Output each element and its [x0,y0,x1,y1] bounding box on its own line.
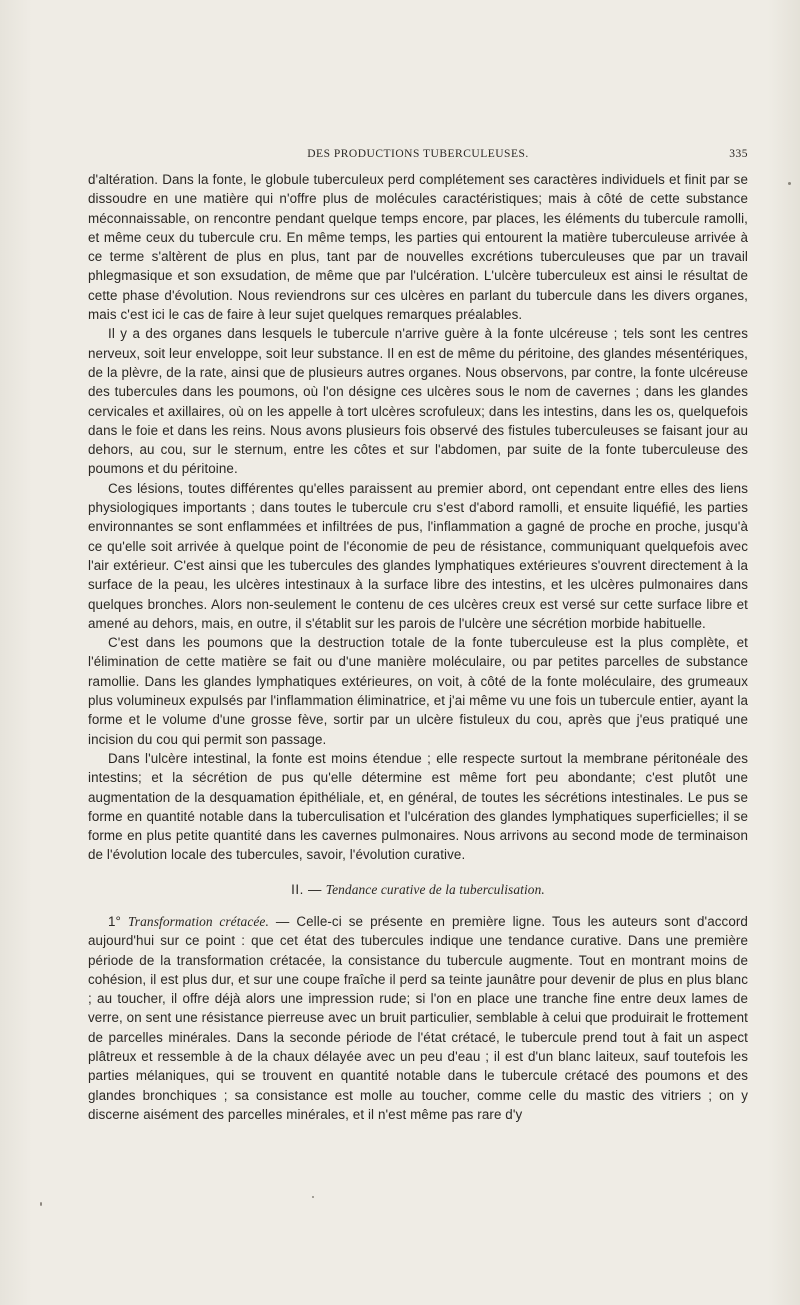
item-title: Transformation crétacée. [127,913,269,929]
page-number: 335 [729,148,748,160]
paragraph: Dans l'ulcère intestinal, la fonte est moins étendue ; elle respecte surtout la membrane péritonéale des intestins; et la sécrétion de pus qu'elle détermine est même fort peu abondante; c'est plutôt une augmentation de la desquamation épithéliale, et, en général, de toutes les sécrétions intestinales. Le pus se forme en quantité notable dans la tuberculisation et l'ulcération des glandes lymphatiques superficielles; il se forme en plus petite quantité dans les cavernes pulmonaires. Nous arrivons au second mode de terminaison de l'évolution locale des tubercules, savoir, l'évolution curative. [88,750,748,863]
paragraph: Ces lésions, toutes différentes qu'elles paraissent au premier abord, ont cependant entre elles des liens physiologiques importants ; dans toutes le tubercule cru s'est d'abord ramolli, et ensuite liquéfié, les parties environnantes se sont enflammées et infiltrées de pus, l'inflammation a gagné de proche en proche, jusqu'à ce qu'elle soit arrivée à quelque point de l'économie de peu de résistance, communiquant quelquefois avec l'air extérieur. C'est ainsi que les tubercules des glandes lymphatiques extérieures s'ouvrent directement à la surface de la peau, les ulcères intestinaux à la surface libre des intestins, et les ulcères pulmonaires dans quelques bronches. Alors non-seulement le contenu de ces ulcères creux est versé sur cette surface libre et amené au dehors, mais, en outre, il s'établit sur les parois de l'ulcère une sécrétion morbide habituelle. [88,480,748,631]
paragraph: C'est dans les poumons que la destruction totale de la fonte tuberculeuse est la plus complète, et l'élimination de cette matière se fait ou d'une manière moléculaire, ou par petites parcelles de substance ramollie. Dans les glandes lymphatiques extérieures, on voit, à côté de la fonte moléculaire, des grumeaux plus volumineux expulsés par l'inflammation éliminatrice, et j'ai même vu une fois un tubercule entier, ayant la forme et le volume d'une grosse fève, sortir par un ulcère fistuleux du cou, après que j'eus pratiqué une incision du cou qui permit son passage. [88,635,748,747]
section-number: II. — [291,881,322,897]
running-head-title: DES PRODUCTIONS TUBERCULEUSES. [307,148,529,160]
section-heading [88,880,748,899]
item-number: 1° [108,913,122,929]
running-head [88,148,748,166]
item-text: — Celle-ci se présente en première ligne. Tous les auteurs sont d'accord aujourd'hui sur ce point : que cet état des tubercules indique une tendance curative. Dans une première période de la transformation crétacée, la consistance du tubercule augmente. Tout en montrant moins de cohésion, il est plus dur, et sur une coupe fraîche il perd sa teinte jaunâtre pour devenir de plus en plus blanc ; au toucher, il offre déjà alors une impression rude; si l'on en place une tranche fine entre deux lames de verre, on sent une résistance pierreuse avec un bruit particulier, semblable à celui que produirait le frottement de parcelles minérales. Dans la seconde période de l'état crétacé, le tubercule prend tout à fait un aspect plâtreux et ressemble à de la chaux délayée avec un peu d'eau ; il est d'un blanc laiteux, sauf toutefois les parties mélaniques, qui se trouvent en quantité notable dans le tubercule crétacé des poumons et des glandes bronchiques ; sa consistance est molle au toucher, comme celle du mastic des vitriers ; on y discerne aisément des parcelles minérales, et il n'est même pas rare d'y [88,913,748,1122]
paragraph [88,912,748,1124]
paragraph: d'altération. Dans la fonte, le globule tuberculeux perd complétement ses caractères individuels et finit par se dissoudre en une matière qui n'offre plus de molécules caractéristiques; mais à côté de cette substance méconnaissable, on rencontre pendant quelque temps encore, par places, les éléments du tubercule ramolli, et même ceux du tubercule cru. En même temps, les parties qui entourent la matière tuberculeuse arrivée à ce terme s'altèrent de plus en plus, tant par de nouvelles excrétions tuberculeuses que par un travail phlegmasique et son exsudation, de même que par l'ulcération. L'ulcère tuberculeux est ainsi le résultat de cette phase d'évolution. Nous reviendrons sur ces ulcères en parlant du tubercule dans les divers organes, mais c'est ici le cas de faire à leur sujet quelques remarques préalables. [88,172,748,323]
body-text [88,170,748,1124]
paper-speck [40,1202,42,1206]
paper-speck [788,182,791,185]
section-title: Tendance curative de la tuberculisation. [325,881,545,897]
paragraph: Il y a des organes dans lesquels le tubercule n'arrive guère à la fonte ulcéreuse ; tels sont les centres nerveux, soit leur enveloppe, soit leur substance. Il en est de même du péritoine, des glandes mésentériques, de la plèvre, de la rate, ainsi que de plusieurs autres organes. Nous observons, par contre, la fonte ulcéreuse des tubercules dans les poumons, où l'on désigne ces ulcères sous le nom de cavernes ; dans les glandes cervicales et axillaires, où on les appelle à tort ulcères scrofuleux; dans les intestins, dans les os, quelquefois dans le foie et dans les reins. Nous avons plusieurs fois observé des fistules tuberculeuses se faisant jour au dehors, au cou, sur le sternum, entre les côtes et sur l'abdomen, par suite de la fonte tuberculeuse des poumons et du péritoine. [88,326,748,477]
paper-speck [312,1196,314,1198]
